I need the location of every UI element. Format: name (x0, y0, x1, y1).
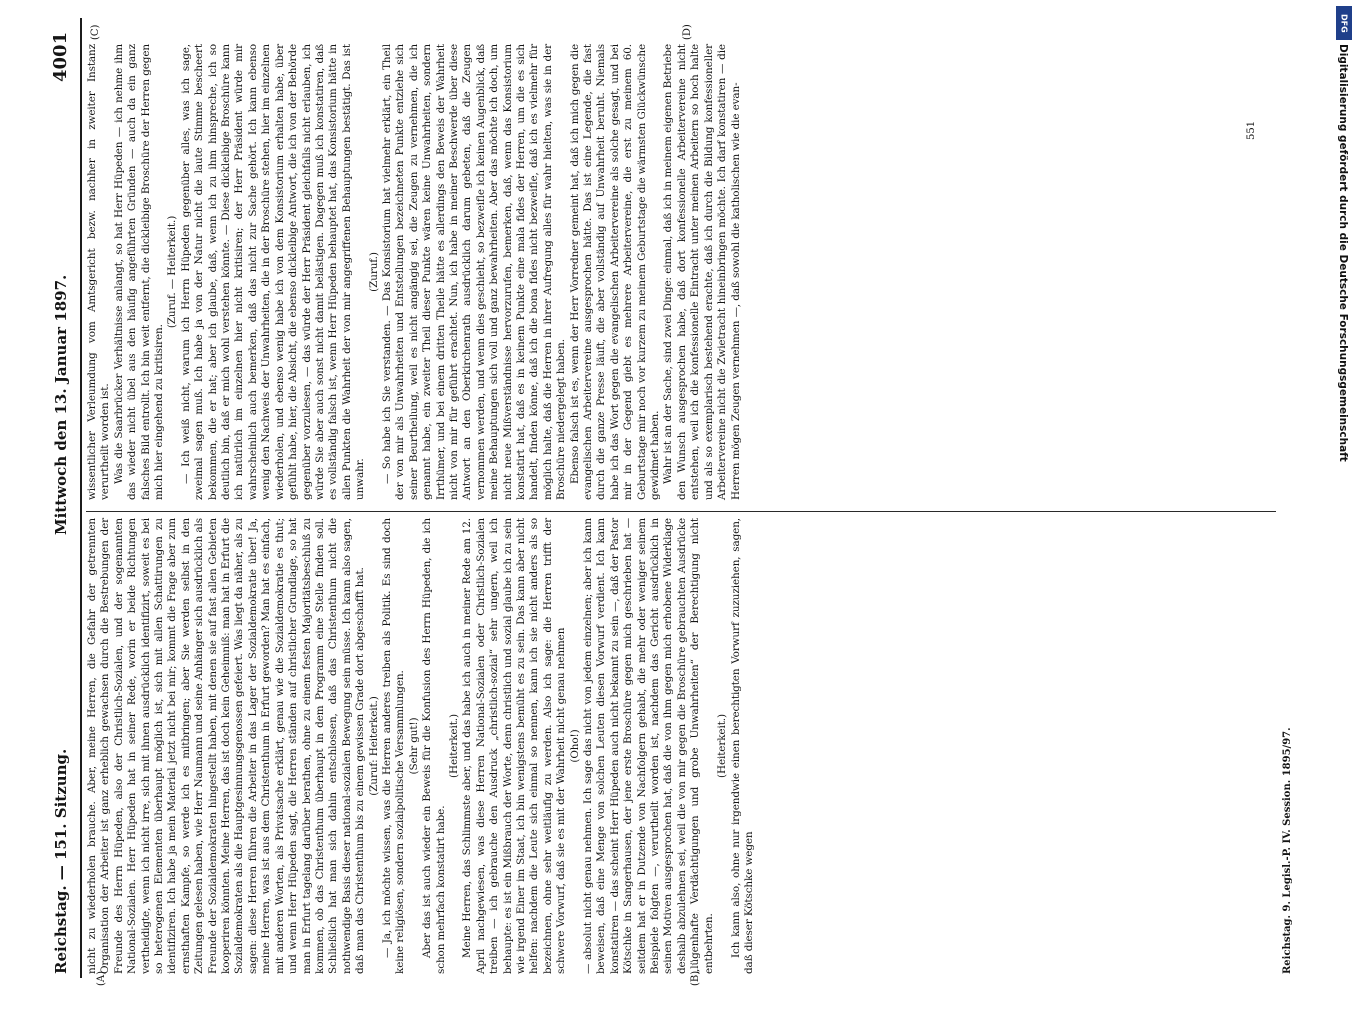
interjection: (Sehr gut!) (407, 717, 420, 775)
interjection: (Heiterkeit.) (716, 714, 729, 778)
digitization-credit (1334, 44, 1353, 1034)
footer-session: Reichstag. 9. Legisl.-P. IV. Session. 1895/97. (1282, 727, 1293, 974)
paragraph: nicht zu wiederholen brauche. Aber, meine Herren, die Gefahr der getrennten Organisation der Arbeiter ist ganz erheblich gewachsen durch die Bestrebungen der Freunde des Herrn Hüpeden, also der Christlich-Sozialen, und der sogenannten National-Sozialen. Herr Hüpeden hat in seiner Rede, worin er beide Richtungen vertheidigte, wenn ich nicht irre, sich mit ihnen ausdrücklich identifizirt, soweit es bei so heterogenen Elementen überhaupt möglich ist, sich mit allen Schattirungen zu identifiziren. Ich habe ja mein Material jetzt nicht bei mir; kommt die Frage aber zum ernsthaften Kampfe, so werde ich es mitbringen; aber Sie werden selbst in den Zeitungen gelesen haben, wie Herr Naumann und seine Anhänger sich ausdrücklich als Freunde der Sozialdemokraten hingestellt haben, mit denen sie auf fast allen Gebieten kooperiren könnten. Meine Herren, das ist doch kein Geheimniß: man hat in Erfurt die Sozialdemokraten als die Hauptgesinnungsgenossen gefeiert. Was liegt da näher, als zu sagen: diese Herren führen die Arbeiter in das Lager der Sozialdemokratie über! Ja, meine Herren, was ist aus dem Christenthum in Erfurt geworden? Man hat es einfach, mit anderen Worten, als Privatsache erklärt, genau wie die Sozialdemokratie es thut; und wenn Herr Hüpeden sagt, die Herren ständen auf christlicher Grundlage, so hat man in Erfurt tagelang darüber berathen, ohne zu einem festen Majoritätsbeschluß zu kommen, ob das Christenthum überhaupt in dem Programm eine Stelle finden soll. Schließlich hat man sich dahin entschlossen, daß das Christenthum nicht die nothwendige Basis dieser national-sozialen Bewegung sein müsse. Ich kann also sagen, daß man das Christenthum bis zu einem gewissen Grade dort abgeschafft hat. (86, 518, 367, 974)
left-column (86, 518, 756, 974)
header-page-number: 4001 (50, 31, 71, 82)
header-left: Reichstag. — 151. Sitzung. (52, 748, 70, 974)
paragraph: — So habe ich Sie verstanden. — Das Konsistorium hat vielmehr erklärt, ein Theil der von mir als Unwahrheiten und Entstellungen bezeichneten Punkte entziehe sich seiner Beurtheilung, weil es nicht angängig sei, die Zeugen zu vernehmen, die ich genannt habe, ein zweiter Theil dieser Punkte wären keine Unwahrheiten, sondern Irrthümer, und bei einem dritten Theile hätte es allerdings den Beweis der Wahrheit nicht von mir für geführt erachtet. Nun, ich habe in meiner Beschwerde über diese Antwort an den Oberkirchenrath ausdrücklich darum gebeten, daß die Zeugen vernommen werden, und wenn dies geschieht, so bezweifle ich keinen Augenblick, daß meine Behauptungen sich voll und ganz bewahrheiten. Aber das möchte ich doch, um nicht neue Mißverständnisse hervorzurufen, bemerken, daß, wenn das Konsistorium konstatirt hat, daß es in keinem Punkte eine mala fides der Herren, um die es sich handelt, finden könne, daß ich die bona fides nicht bezweifle, daß ich es vielmehr für möglich halte, daß die Herren in ihrer Aufregung alles für wahr hielten, was sie in der Broschüre niedergelegt haben. (380, 44, 568, 500)
interjection: (Zuruf. — Heiterkeit.) (166, 215, 179, 329)
margin-mark-b: (B) (690, 970, 701, 986)
interjection: (Zuruf: Heiterkeit.) (367, 696, 380, 796)
paragraph: — Ich weiß nicht, warum ich Herrn Hüpeden gegenüber alles, was ich sage, zweimal sagen muß. Ich habe ja von der Natur nicht die laute Stimme bescheert bekommen, die er hat; aber ich glaube, daß, wenn ich zu ihm hinspreche, ich so deutlich bin, daß er mich wohl verstehen könnte. — Diese dickleibige Broschüre kann ich natürlich im einzelnen hier nicht kritisiren; der Herr Präsident würde mir wahrscheinlich auch bemerken, daß das nicht zur Sache gehört. Ich kann ebenso wenig den Nachweis der Unwahrheiten, die in der Broschüre stehen, hier im einzelnen wiederholen, und ebenso wenig habe ich von dem Konsistorium erhalten habe, über gefühlt habe, hier, die Absicht, die ebenso dickleibige Antwort, die ich von der Behörde gegenüber vorzulesen, — das würde der Herr Präsident gleichfalls nicht erlauben, ich würde Sie aber auch sonst nicht damit belästigen. Dagegen muß ich konstatiren, daß es vollständig falsch ist, wenn Herr Hüpeden behauptet hat, das Konsistorium hätte in allen Punkten die Wahrheit der von mir angegriffenen Behauptungen bestätigt. Das ist unwahr. (179, 44, 367, 500)
paragraph: Ich kann also, ohne nur irgendwie einen berechtigten Vorwurf zuzuziehen, sagen, daß dieser Kötschke wegen (729, 518, 755, 974)
paragraph: — Ja, ich möchte wissen, was die Herren anderes treiben als Politik. Es sind doch keine religiösen, sondern sozialpolitische Versammlungen. (380, 518, 407, 974)
paragraph: Wahr ist an der Sache, sind zwei Dinge: einmal, daß ich in meinem eigenen Betriebe den Wunsch ausgesprochen habe, daß dort konfessionelle Arbeitervereine nicht entstehen, weil ich die konfessionelle Eintracht unter meinen Arbeitern so hoch halte und als so exemplarisch bestehend erachte, daß ich durch die Bildung konfessioneller Arbeitervereine nicht die Zwietracht hineinbringen möchte. Ich darf konstatiren — die Herren mögen Zeugen vernehmen —, daß sowohl die katholischen wie die evan- (662, 44, 742, 500)
interjection: (Oho!) (568, 729, 581, 763)
paragraph: wissentlicher Verleumdung vom Amtsgericht bezw. nachher in zweiter Instanz verurtheilt worden ist. (86, 44, 112, 500)
margin-mark-c: (C) (90, 24, 101, 40)
margin-mark-d: (D) (682, 24, 693, 40)
dfg-logo: DFG (1336, 6, 1352, 40)
header-rule (80, 18, 82, 978)
right-column (86, 44, 743, 500)
page-header (48, 0, 78, 1000)
interjection: (Zuruf.) (367, 252, 380, 292)
paragraph: Was die Saarbrücker Verhältnisse anlangt, so hat Herr Hüpeden — ich nehme ihm das wieder nicht übel aus den häufig angeführten Gründen — auch da ein ganz falsches Bild entrollt. Ich bin weit entfernt, die dickleibige Broschüre der Herren gegen mich hier eingehend zu kritisiren. (112, 44, 166, 500)
interjection: (Heiterkeit.) (447, 714, 460, 778)
paragraph: Ebenso falsch ist es, wenn der Herr Vorredner gemeint hat, daß ich mich gegen die evangelischen Arbeitervereine ausgesprochen hätte. Das ist eine Legende, die fast durch die ganze Presse läuft, die aber vollständig auf Unwahrheit beruht. Niemals habe ich das Wort gegen die evangelischen Arbeitervereine als solche gesagt, und bei mir in der Gegend giebt es mehrere Arbeitervereine, die erst zu meinem 60. Geburtstage mir noch vor kurzem zu meinem Geburtstage die wärmsten Glückwünsche gewidmet haben. (568, 44, 662, 500)
paragraph: — absolut nicht genau nehmen. Ich sage das nicht von jedem einzelnen; aber ich kann beweisen, daß eine Menge von solchen Leuten diesen Vorwurf verdient. Ich kann konstatiren — das scheint Herr Hüpeden auch nicht bekannt zu sein —, daß der Pastor Kötschke in Sangerhausen, der jene erste Broschüre gegen mich geschrieben hat — seitdem hat er in Dutzende von Nachfolgern gehabt, die mehr oder weniger seinem Beispiele folgten —, verurtheilt worden ist, nachdem das Gericht ausdrücklich in seinen Motiven ausgesprochen hat, daß die von ihm gegen mich erhobene Widerklage deshalb abzulehnen sei, weil die von mir gegen die Broschüre gebrauchten Ausdrücke „lügenhafte Verdächtigungen und grobe Unwahrheiten“ der Berechtigung nicht entbehrten. (582, 518, 715, 974)
paragraph: Meine Herren, das Schlimmste aber, und das habe ich auch in meiner Rede am 12. April nachgewiesen, was diese Herren National-Sozialen oder Christlich-Sozialen treiben — ich gebrauche den Ausdruck „christlich-sozial“ sehr ungern, weil ich behaupte: es ist ein Mißbrauch der Worte, denn christlich und sozial glaube ich zu sein wie irgend Einer im Staat, ich bin wenigstens bemüht es zu sein. Das kann aber nicht helfen: nachdem die Leute sich einmal so nennen, kann ich sie nicht anders als so bezeichnen, ohne sehr weitläufig zu werden. Also ich sage: die Herren trifft der schwere Vorwurf, daß sie es mit der Wahrheit nicht genau nehmen (461, 518, 568, 974)
column-divider (86, 511, 1276, 512)
margin-mark-a: (A) (96, 970, 107, 986)
credit-text: Digitalisierung gefördert durch die Deutsche Forschungsgemeinschaft (1337, 44, 1349, 462)
paragraph: Aber das ist auch wieder ein Beweis für die Konfusion des Herrn Hüpeden, die ich schon mehrfach konstatirt habe. (421, 518, 447, 974)
footer-page-number: 551 (1246, 120, 1257, 140)
header-date: Mittwoch den 13. Januar 1897. (52, 274, 70, 535)
